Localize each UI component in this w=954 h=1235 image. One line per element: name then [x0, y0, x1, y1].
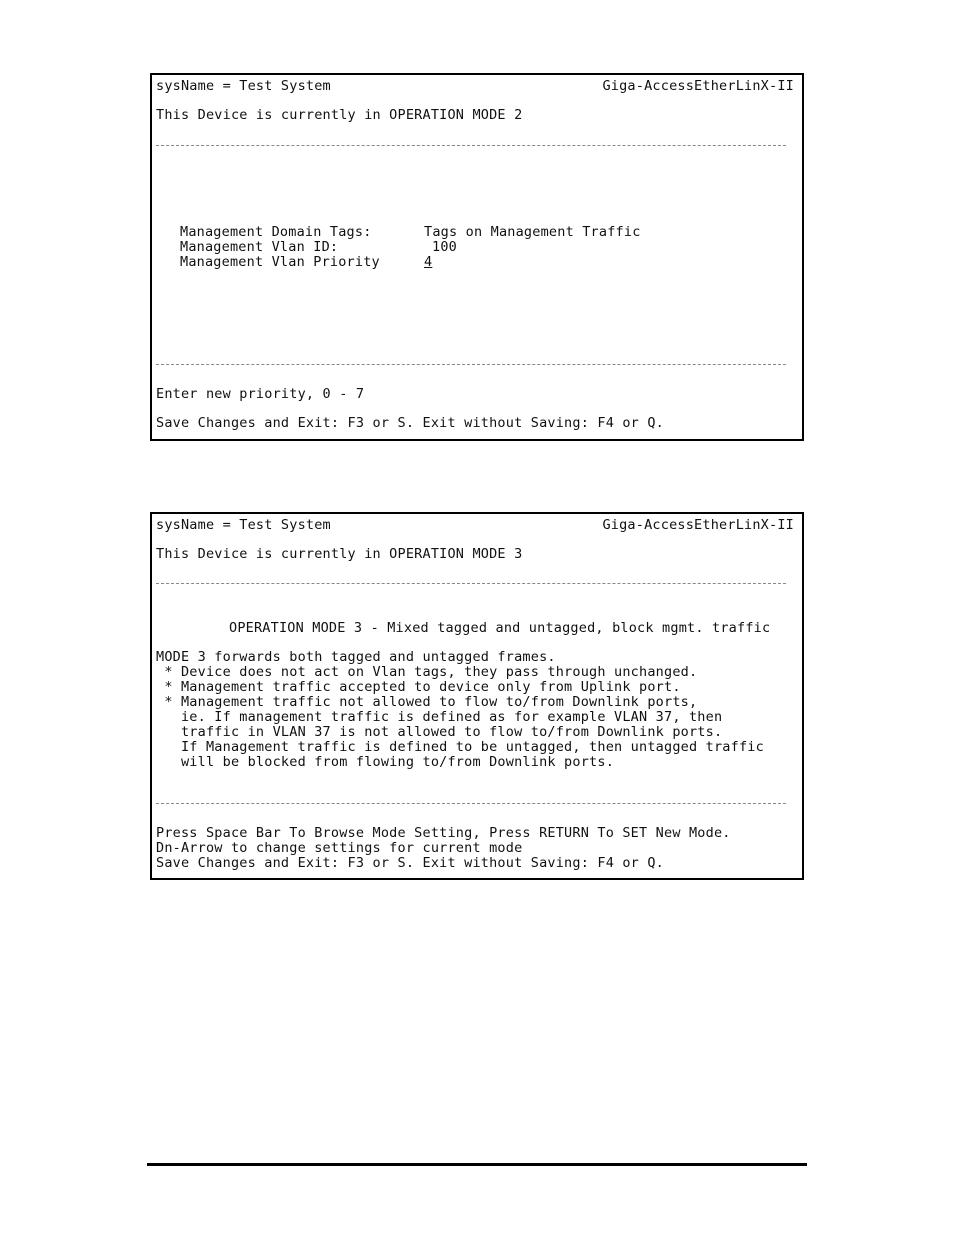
sysname-label: sysName = Test System [156, 517, 331, 533]
product-name: Giga-AccessEtherLinX-II [602, 78, 794, 94]
separator-line [156, 803, 786, 804]
priority-prompt: Enter new priority, 0 - 7 [156, 386, 365, 402]
terminal-screen-mode-2 [150, 73, 804, 441]
sysname-label: sysName = Test System [156, 78, 331, 94]
mode-description-line: MODE 3 forwards both tagged and untagged frames. [156, 649, 556, 665]
operation-mode-status: This Device is currently in OPERATION MODE 3 [156, 546, 523, 562]
separator-line [156, 583, 786, 584]
mode-description-line: * Device does not act on Vlan tags, they pass through unchanged. [156, 664, 698, 680]
mode-description-line: traffic in VLAN 37 is not allowed to flow to/from Downlink ports. [156, 724, 723, 740]
mgmt-domain-tags-label: Management Domain Tags: [180, 224, 372, 240]
operation-mode-status: This Device is currently in OPERATION MODE 2 [156, 107, 523, 123]
arrow-hint: Dn-Arrow to change settings for current mode [156, 840, 523, 856]
mode-description-line: will be blocked from flowing to/from Downlink ports. [156, 754, 615, 770]
mode-description-line: ie. If management traffic is defined as for example VLAN 37, then [156, 709, 723, 725]
mgmt-vlan-priority-label: Management Vlan Priority [180, 254, 380, 270]
mode-description-line: If Management traffic is defined to be untagged, then untagged traffic [156, 739, 764, 755]
browse-mode-hint: Press Space Bar To Browse Mode Setting, Press RETURN To SET New Mode. [156, 825, 731, 841]
mgmt-vlan-id-label: Management Vlan ID: [180, 239, 339, 255]
separator-line [156, 145, 786, 146]
mode-title[interactable]: OPERATION MODE 3 - Mixed tagged and untagged, block mgmt. traffic [229, 620, 771, 636]
product-name: Giga-AccessEtherLinX-II [602, 517, 794, 533]
separator-line [156, 364, 786, 365]
page-footer-rule [147, 1163, 807, 1166]
mgmt-vlan-priority-value[interactable]: 4 [424, 254, 433, 270]
terminal-screen-mode-3 [150, 512, 804, 880]
mgmt-domain-tags-value[interactable]: Tags on Management Traffic [424, 224, 641, 240]
save-exit-hint: Save Changes and Exit: F3 or S. Exit without Saving: F4 or Q. [156, 855, 664, 871]
mode-description-line: * Management traffic not allowed to flow to/from Downlink ports, [156, 694, 698, 710]
mode-description-line: * Management traffic accepted to device only from Uplink port. [156, 679, 681, 695]
save-exit-hint: Save Changes and Exit: F3 or S. Exit without Saving: F4 or Q. [156, 415, 664, 431]
mgmt-vlan-id-value[interactable]: 100 [432, 239, 457, 255]
